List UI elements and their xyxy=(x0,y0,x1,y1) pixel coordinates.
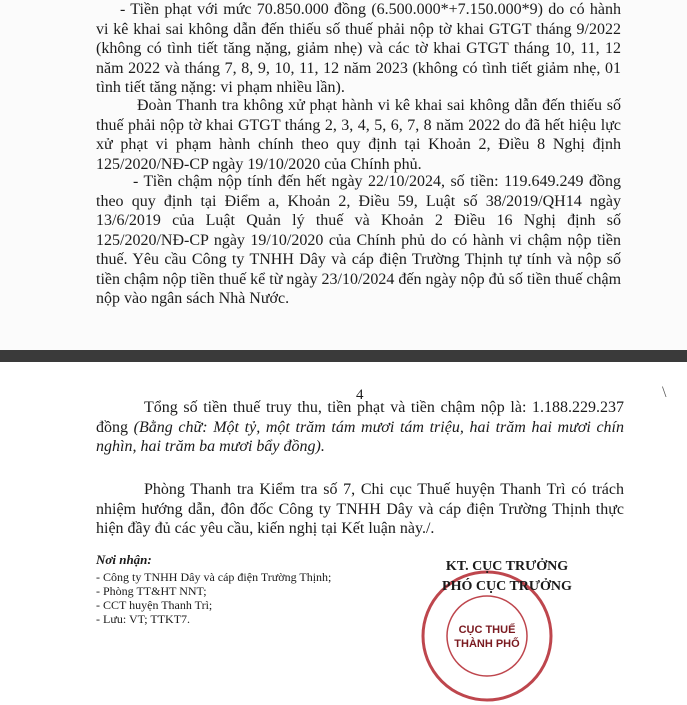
signature-title xyxy=(433,557,581,597)
signature-line-2: PHÓ CỤC TRƯỞNG xyxy=(442,579,572,594)
no-penalty-paragraph: Đoàn Thanh tra không xử phạt hành vi kê khai sai không dẫn đến thiếu số thuế phải nộp tờ khai GTGT tháng 2, 3, 4, 5, 6, 7, 8 năm 2022 do đã hết hiệu lực xử phạt vi phạm hành chính theo quy định tại Khoản 2, Điều 8 Nghị định 125/2020/NĐ-CP ngày 19/10/2020 của Chính phủ. xyxy=(96,97,621,173)
total-amount-in-words: (Bằng chữ: Một tỷ, một trăm tám mươi tám triệu, hai trăm hai mươi chín nghìn, hai trăm ba mươi bẩy đồng). xyxy=(96,418,625,455)
stamp-center-top: CỤC THUẾ xyxy=(458,624,516,636)
recipients-title: Nơi nhận: xyxy=(96,552,152,567)
late-payment-paragraph: - Tiền chậm nộp tính đến hết ngày 22/10/2024, số tiền: 119.649.249 đồng theo quy định tại Điểm a, Khoản 2, Điều 59, Luật số 38/2019/QH14 ngày 13/6/2019 của Luật Quản lý thuế và Khoản 2 Điều 16 Nghị định số 125/2020/NĐ-CP ngày 19/10/2020 của Chính phủ do có hành vi chậm nộp tiền thuế. Yêu cầu Công ty TNHH Dây và cáp điện Trường Thịnh tự tính và nộp số tiền chậm nộp tiền thuế kể từ ngày 23/10/2024 đến ngày nộp đủ số tiền thuế chậm nộp vào ngân sách Nhà Nước. xyxy=(96,173,622,307)
stamp-center-bottom: THÀNH PHỐ xyxy=(454,638,520,650)
recipient-item: - CCT huyện Thanh Trì; xyxy=(96,598,213,612)
signature-line-1: KT. CỤC TRƯỞNG xyxy=(445,559,569,574)
recipient-item: - Phòng TT&HT NNT; xyxy=(96,584,207,598)
responsibility-paragraph: Phòng Thanh tra Kiểm tra số 7, Chi cục Thuế huyện Thanh Trì có trách nhiệm hướng dẫn, đôn đốc Công ty TNHH Dây và cáp điện Trường Thịnh thực hiện đầy đủ các yêu cầu, kiến nghị tại Kết luận này./. xyxy=(96,481,624,537)
recipient-item: - Công ty TNHH Dây và cáp điện Trường Thịnh; xyxy=(96,570,332,584)
corner-mark: \ xyxy=(662,384,667,401)
recipients-list xyxy=(96,570,331,626)
page-separator xyxy=(0,350,687,362)
page-number: 4 xyxy=(356,387,364,403)
recipient-item: - Lưu: VT; TTKT7. xyxy=(96,612,191,626)
document-page-bottom xyxy=(0,362,687,650)
total-amount-text: Tổng số tiền thuế truy thu, tiền phạt và tiền chậm nộp là: 1.188.229.237 đồng xyxy=(96,399,624,436)
total-amount-paragraph xyxy=(96,398,624,457)
document-page-top xyxy=(0,0,687,350)
penalty-paragraph: - Tiền phạt với mức 70.850.000 đồng (6.500.000*+7.150.000*9) do có hành vi kê khai sai không dẫn đến thiếu số thuế phải nộp tờ khai GTGT tháng 9/2022 (không có tình tiết tăng nặng, giảm nhẹ) và các tờ khai GTGT tháng 10, 11, 12 năm 2022 và tháng 7, 8, 9, 10, 11, 12 năm 2023 (không có tình tiết giảm nhẹ, 01 tình tiết tăng nặng: vi phạm nhiều lần). xyxy=(96,1,621,96)
